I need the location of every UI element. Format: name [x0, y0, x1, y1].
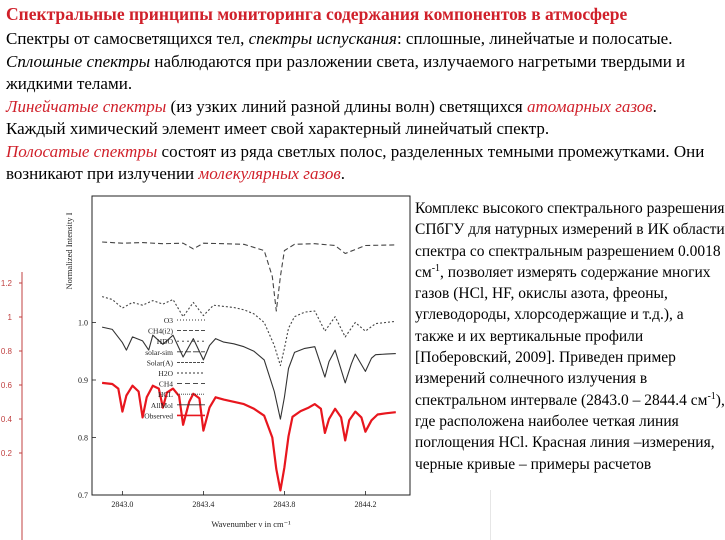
legend-label-5: H2O	[158, 369, 173, 378]
side-text-2: , позволяет измерять содержание многих газов (HCl, HF, окислы азота, фреоны, углеводороды, хлорсодержащие и т.д.), а также и их вертикальные профили [Поберовский, 2009]. Приведен пример измерений солнечного излучения в спектральном интервале (2843.0 – 2844.4 см	[415, 263, 711, 409]
x-tick-label-0: 2843.0	[111, 500, 134, 509]
y-axis-label: Normalized Intensity I	[64, 212, 74, 290]
p3-text-1: состоят из ряда светлых полос, разделенных темными промежутками. Они возникают при излучении	[6, 141, 705, 183]
p3-text-2: .	[340, 164, 345, 183]
p1-text-1: Спектры от самосветящихся тел,	[6, 29, 249, 48]
p2-text-2: . Каждый химический элемент имеет свой характерный линейчатый спектр.	[6, 96, 657, 138]
side-text-1: Комплекс высокого спектрального разрешения СПбГУ для натурных измерений в ИК области спектра со спектральным разрешением 0.0018 см	[415, 200, 725, 281]
side-superscript-2: -1	[707, 390, 716, 402]
legend-label-1: CH4(i2)	[148, 326, 173, 336]
outer-tick-label-3: 0.6	[0, 381, 12, 390]
legend-label-9: Observed	[144, 411, 173, 421]
x-tick-label-3: 2844.2	[354, 500, 377, 509]
slide-title: Спектральные принципы мониторинга содержания компонентов в атмосфере	[6, 4, 628, 24]
outer-tick-label-2: 0.8	[0, 347, 12, 356]
x-tick-label-1: 2843.4	[192, 500, 215, 509]
legend-label-6: CH4	[158, 379, 173, 389]
x-tick-label-2: 2843.8	[273, 500, 296, 509]
p1-text-3: наблюдаются при разложении света, излучаемого нагретыми твердыми и жидкими телами.	[6, 51, 686, 93]
spectrum-chart	[0, 192, 420, 540]
term-emission-spectra: спектры испускания	[248, 29, 397, 48]
legend-label-7: HCL	[158, 390, 173, 400]
outer-tick-label-5: 0.2	[0, 449, 12, 458]
x-axis-label: Wavenumber ν in cm⁻¹	[211, 519, 291, 529]
outer-tick-label-0: 1.2	[0, 279, 12, 288]
y-tick-label-3: 1.0	[78, 318, 88, 328]
side-text-3: ), где расположена наиболее четкая линия поглощения HCl. Красная линия –измерения, черные кривые – примеры расчетов	[415, 391, 725, 473]
y-tick-label-1: 0.8	[78, 433, 88, 443]
y-tick-label-0: 0.7	[78, 491, 88, 500]
p2-text-1: (из узких линий разной длины волн) светящихся	[166, 96, 527, 116]
term-molecular-gases: молекулярных газов	[198, 164, 341, 183]
series-ch4	[102, 242, 396, 311]
paragraph-emission-spectra	[6, 28, 720, 96]
paragraph-line-spectra	[6, 96, 720, 141]
plot-frame	[92, 196, 410, 495]
term-line-spectra: Линейчатые спектры	[6, 96, 167, 116]
term-band-spectra: Полосатые спектры	[6, 141, 158, 161]
outer-y-axis	[1, 272, 22, 540]
side-superscript-1: -1	[431, 262, 441, 274]
divider-line	[490, 490, 491, 540]
legend-label-2: HDO	[156, 337, 173, 347]
legend-label-8: AllMol	[150, 400, 173, 410]
outer-tick-label-4: 0.4	[0, 415, 12, 424]
term-continuous-spectra: Сплошные спектры	[6, 51, 151, 71]
legend-label-0: O3	[163, 316, 173, 325]
p1-text-2: : сплошные, линейчатые и полосатые.	[396, 29, 673, 48]
term-atomic-gases: атомарных газов	[526, 96, 653, 116]
legend-label-4: Solar(A)	[146, 358, 173, 368]
legend-label-3: solar-sim	[145, 347, 173, 357]
instrument-description	[415, 198, 725, 475]
legend	[144, 316, 205, 420]
series-observed	[102, 383, 396, 491]
intro-text	[6, 28, 720, 186]
paragraph-band-spectra	[6, 141, 720, 186]
outer-tick-label-1: 1	[7, 313, 12, 322]
y-tick-label-2: 0.9	[78, 376, 88, 385]
